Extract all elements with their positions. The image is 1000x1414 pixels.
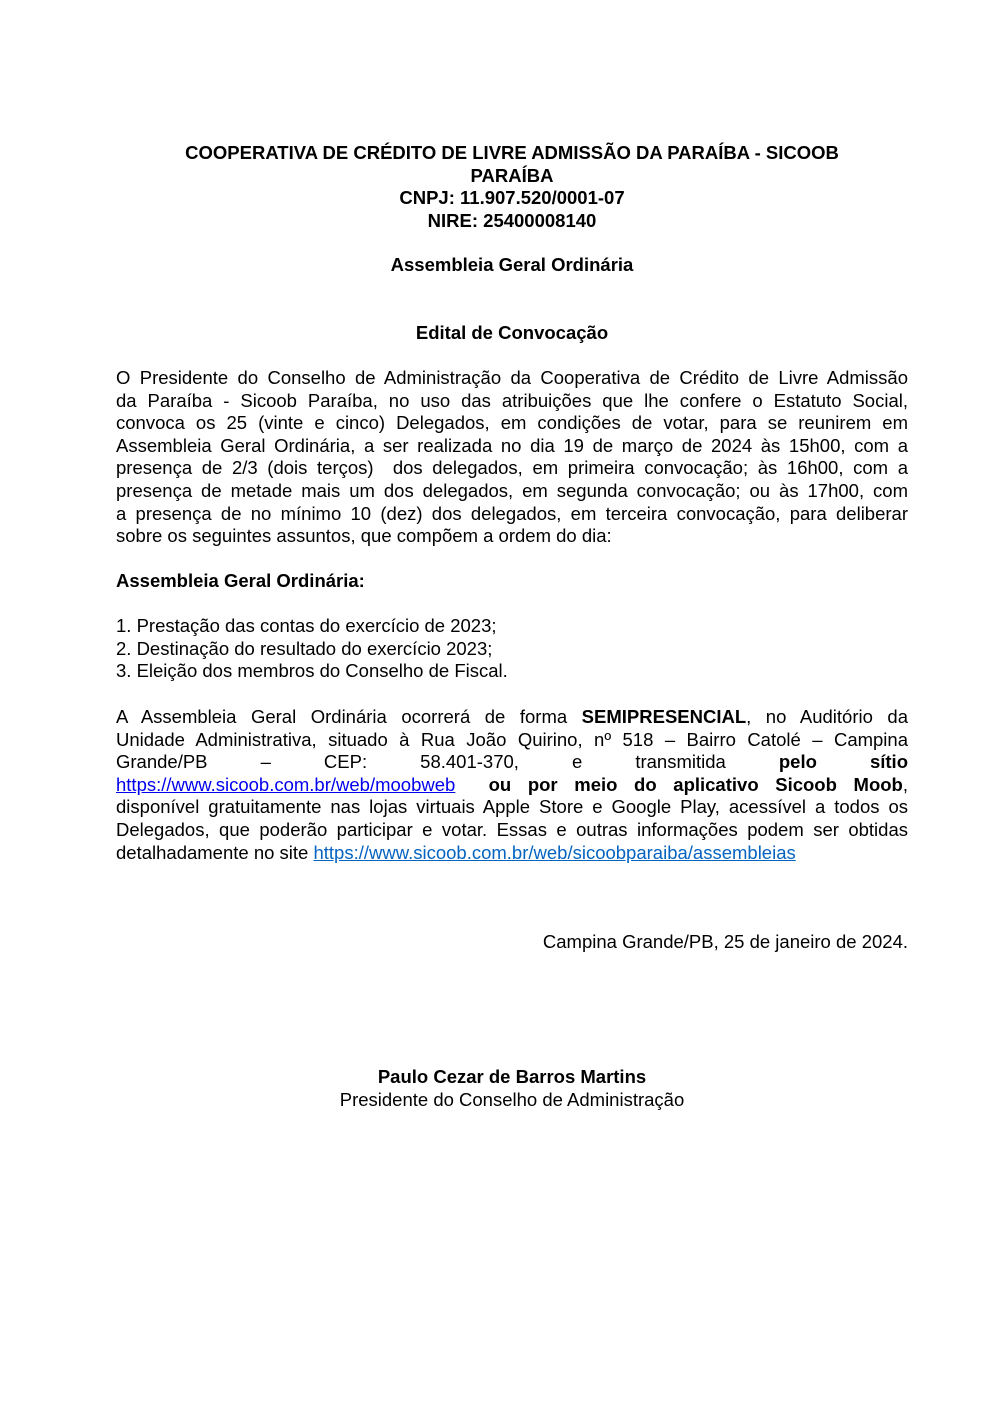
text: a presença de no mínimo 10 (dez) dos delegados, em terceira convocação, para deliberar (116, 502, 908, 524)
text: , no Auditório da (746, 706, 908, 727)
meeting-format-paragraph (116, 706, 908, 864)
text: O Presidente do Conselho de Administração da Cooperativa de Crédito de Livre Admissão (116, 367, 908, 388)
paragraph-line (116, 729, 908, 752)
text: , (902, 773, 908, 795)
text: presença de 2/3 (dois terços) dos delegados, em primeira convocação; às 16h00, com a (116, 457, 908, 479)
paragraph-line (116, 706, 908, 729)
text: da Paraíba - Sicoob Paraíba, no uso das atribuições que lhe confere o Estatuto Social, (116, 389, 908, 411)
website-link[interactable]: https://www.sicoob.com.br/web/moobweb (116, 773, 456, 795)
agenda-heading: Assembleia Geral Ordinária: (116, 570, 365, 591)
notice-title: Edital de Convocação (415, 322, 609, 343)
website-link[interactable]: https://www.sicoob.com.br/web/sicoobparaiba/assembleias (313, 841, 796, 863)
paragraph-line (116, 412, 908, 435)
paragraph-line (116, 480, 908, 503)
text: A Assembleia Geral Ordinária ocorrerá de forma (116, 706, 582, 727)
text: Delegados, que poderão participar e votar. Essas e outras informações podem ser obtidas (116, 818, 908, 840)
signature-block (116, 1066, 908, 1111)
document-header (116, 142, 908, 232)
place-and-date: Campina Grande/PB, 25 de janeiro de 2024. (542, 931, 908, 952)
paragraph-line (116, 819, 908, 842)
signatory-name: Paulo Cezar de Barros Martins (377, 1066, 647, 1087)
nire: NIRE: 25400008140 (427, 209, 597, 231)
paragraph-line (116, 525, 908, 548)
paragraph-line (116, 390, 908, 413)
text: sobre os seguintes assuntos, que compõem a ordem do dia: (116, 525, 612, 547)
paragraph-line (116, 503, 908, 526)
text: Grande/PB – CEP: 58.401-370, e transmitida (116, 751, 779, 773)
text: convoca os 25 (vinte e cinco) Delegados, em condições de votar, para se reunirem em (116, 412, 908, 434)
paragraph-line (116, 367, 908, 390)
text: disponível gratuitamente nas lojas virtuais Apple Store e Google Play, acessível a todos os (116, 796, 908, 818)
paragraph-line (116, 751, 908, 774)
agenda-item: 3. Eleição dos membros do Conselho de Fiscal. (116, 660, 508, 682)
meeting-title: Assembleia Geral Ordinária (390, 254, 634, 275)
paragraph-line (116, 435, 908, 458)
organization-name-cont: PARAÍBA (470, 164, 554, 186)
agenda-item: 2. Destinação do resultado do exercício 2023; (116, 637, 493, 659)
paragraph-line (116, 796, 908, 819)
bold-text: pelo sítio (778, 751, 908, 773)
text: detalhadamente no site (116, 841, 314, 863)
convocation-paragraph (116, 367, 908, 548)
text: Unidade Administrativa, situado à Rua João Quirino, nº 518 – Bairro Catolé – Campina (116, 728, 908, 750)
bold-text: SEMIPRESENCIAL (581, 706, 747, 727)
organization-name: COOPERATIVA DE CRÉDITO DE LIVRE ADMISSÃO DA PARAÍBA - SICOOB (185, 142, 839, 163)
text: Assembleia Geral Ordinária, a ser realizada no dia 19 de março de 2024 às 15h00, com a (116, 434, 908, 456)
cnpj: CNPJ: 11.907.520/0001-07 (399, 187, 625, 209)
paragraph-line (116, 842, 908, 865)
paragraph-line (116, 457, 908, 480)
bold-text: ou por meio do aplicativo Sicoob Moob (455, 773, 903, 795)
text: presença de metade mais um dos delegados, em segunda convocação; ou às 17h00, com (116, 479, 908, 501)
signatory-role: Presidente do Conselho de Administração (339, 1088, 685, 1110)
agenda-item: 1. Prestação das contas do exercício de 2023; (116, 615, 497, 636)
paragraph-line (116, 774, 908, 797)
agenda-list (116, 615, 908, 683)
